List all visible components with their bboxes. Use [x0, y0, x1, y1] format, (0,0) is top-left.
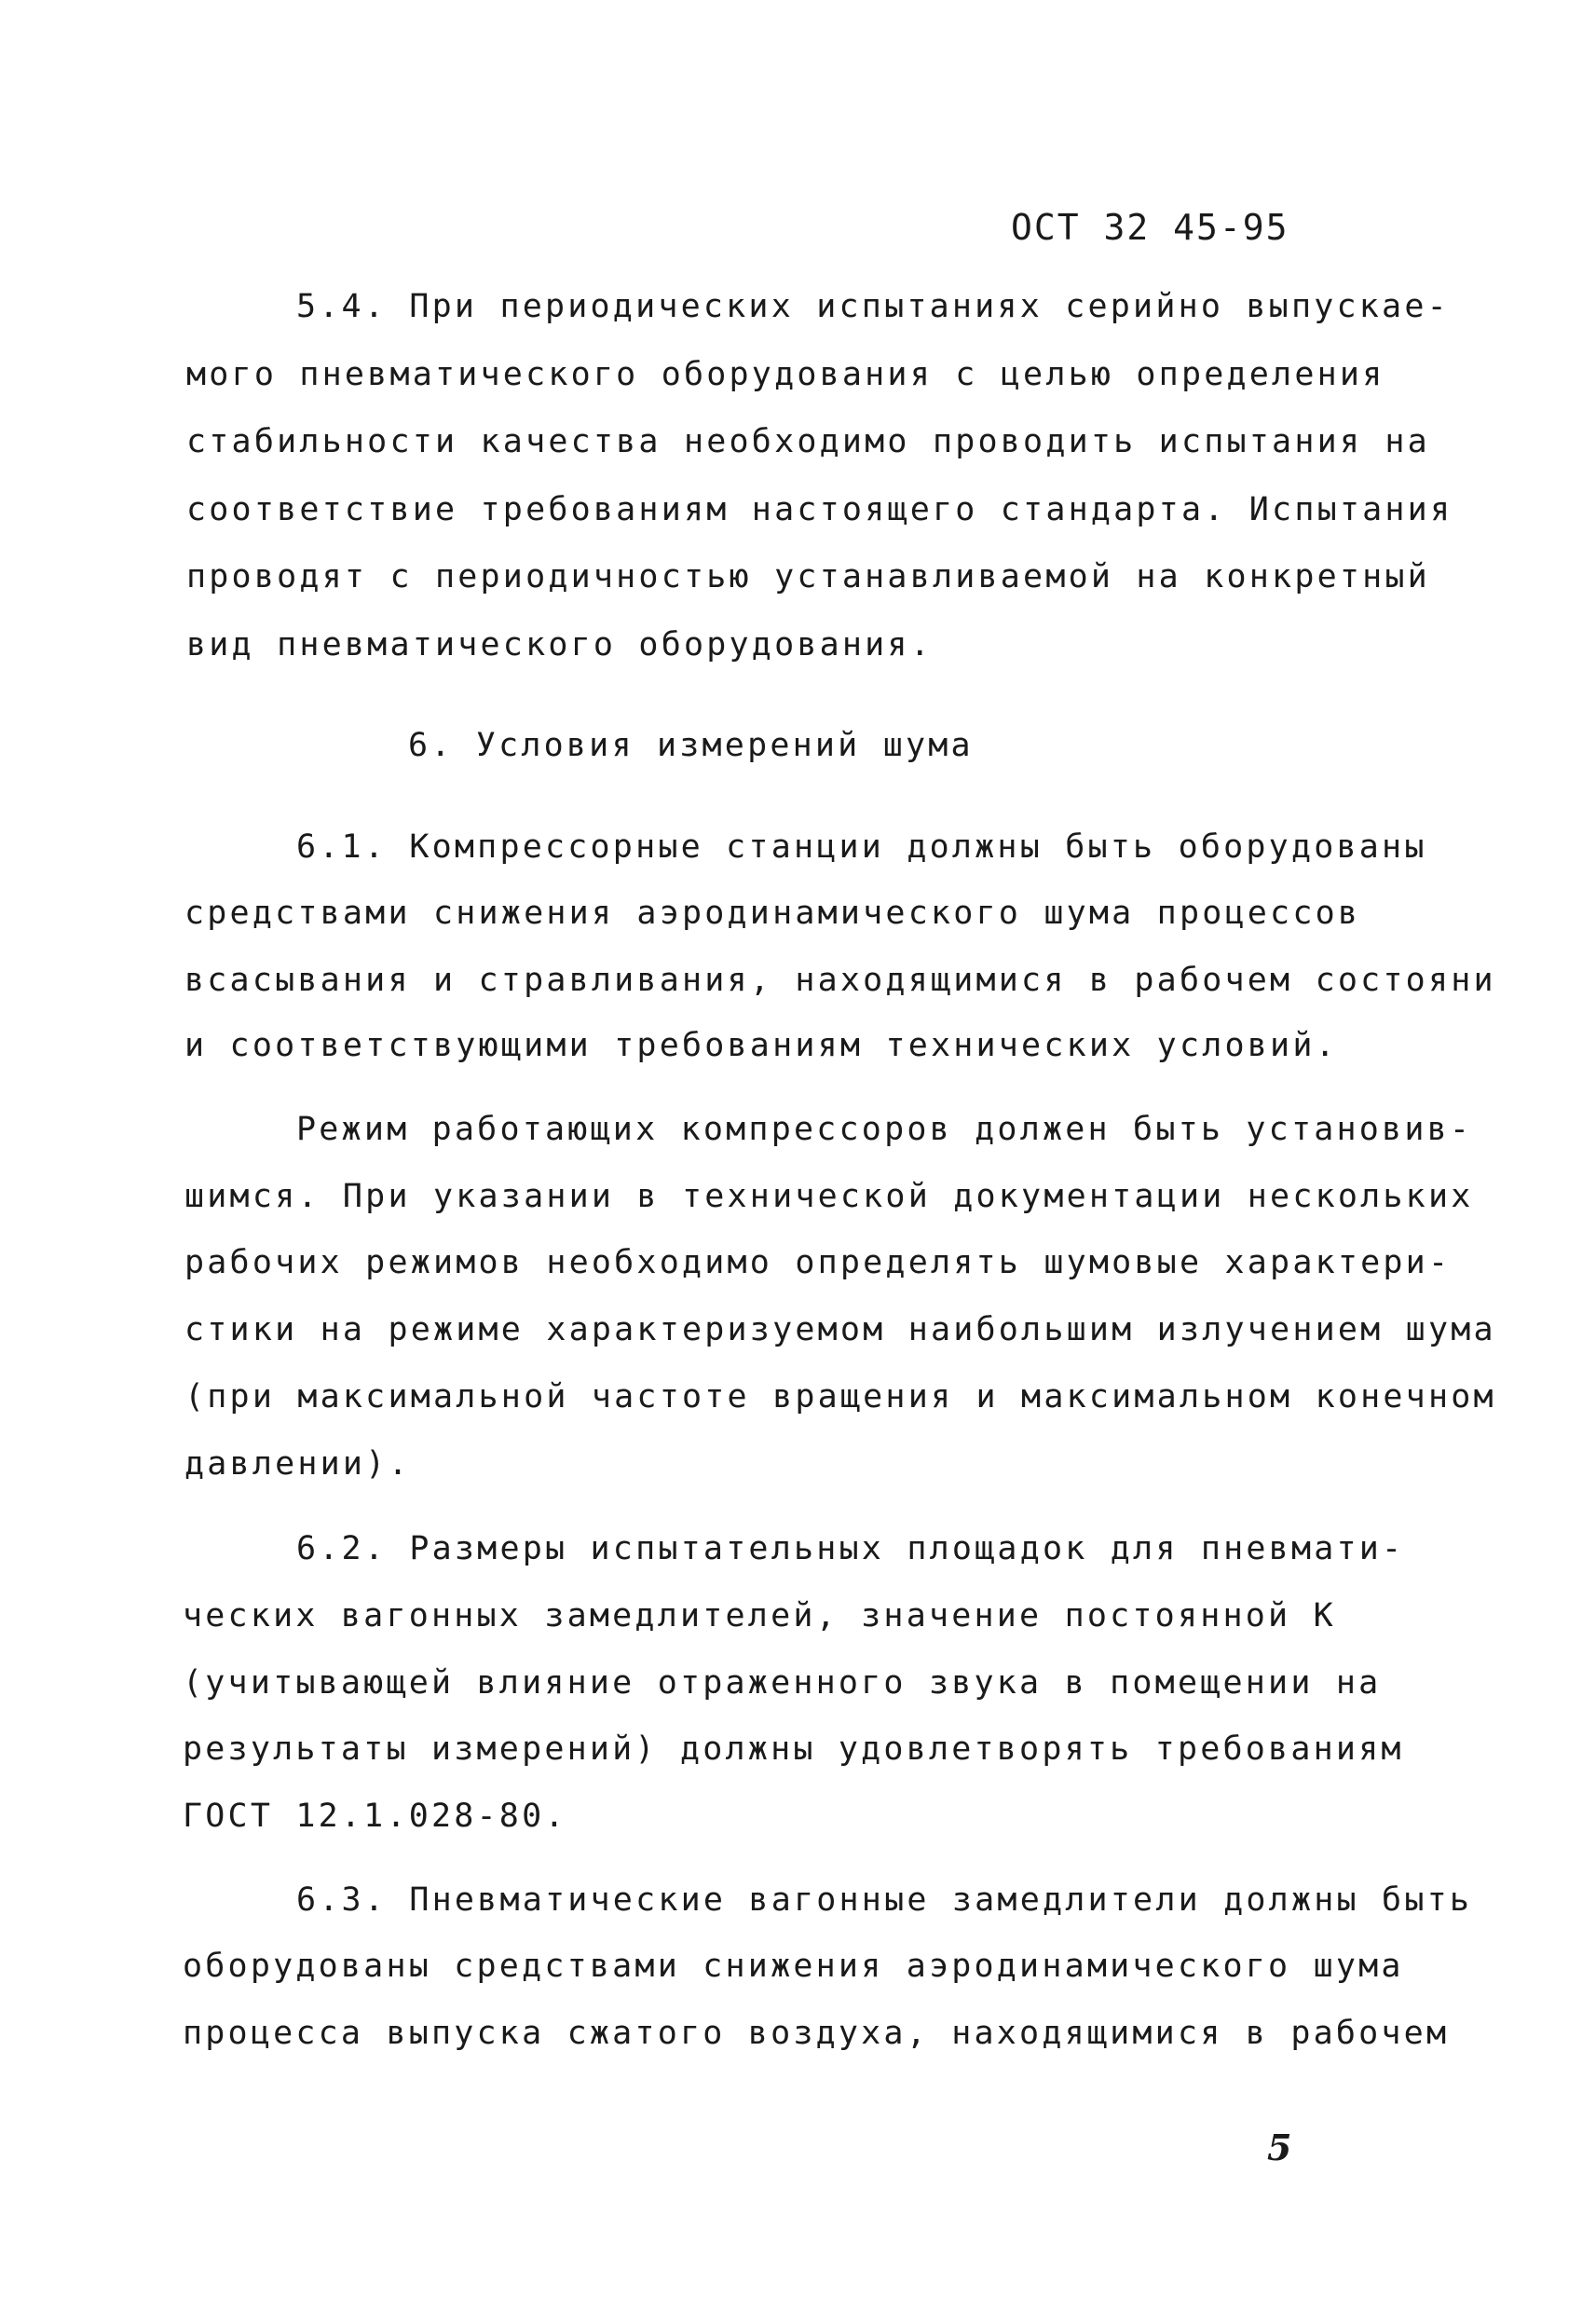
- paragraph-6-1-line: 6.1. Компрессорные станции должны быть оборудованы: [296, 828, 1427, 866]
- paragraph-6-1-line: и соответствующими требованиям технических условий.: [184, 1027, 1338, 1064]
- paragraph-6-1-continued-line: (при максимальной частоте вращения и максимальном конечном: [184, 1378, 1496, 1415]
- page-number: 5: [1267, 2126, 1292, 2168]
- paragraph-6-1-continued-line: шимся. При указании в технической документации нескольких: [184, 1178, 1474, 1215]
- paragraph-6-2-line: ческих вагонных замедлителей, значение постоянной К: [183, 1597, 1336, 1634]
- paragraph-6-2-line: ГОСТ 12.1.028-80.: [183, 1798, 567, 1835]
- paragraph-5-4-line: соответствие требованиям настоящего стандарта. Испытания: [186, 491, 1453, 528]
- paragraph-6-1-continued-line: давлении).: [184, 1445, 411, 1483]
- paragraph-6-1-line: всасывания и стравливания, находящимися в рабочем состояни: [184, 962, 1496, 999]
- paragraph-6-2-line: (учитывающей влияние отраженного звука в помещении на: [183, 1664, 1382, 1702]
- section-6-heading: 6. Условия измерений шума: [408, 727, 974, 764]
- paragraph-6-3-line: процесса выпуска сжатого воздуха, находящимися в рабочем: [183, 2015, 1450, 2052]
- paragraph-6-1-continued-line: стики на режиме характеризуемом наибольшим излучением шума: [184, 1311, 1496, 1348]
- paragraph-6-1-continued-line: Режим работающих компрессоров должен быть установив-: [296, 1111, 1473, 1148]
- document-code: ОСТ 32 45-95: [1011, 207, 1289, 248]
- paragraph-6-1-continued-line: рабочих режимов необходимо определять шумовые характери-: [184, 1244, 1452, 1281]
- paragraph-6-3-line: 6.3. Пневматические вагонные замедлители должны быть: [296, 1881, 1473, 1919]
- paragraph-6-2-line: 6.2. Размеры испытательных площадок для пневмати-: [296, 1530, 1405, 1567]
- paragraph-5-4-line: вид пневматического оборудования.: [186, 626, 933, 663]
- paragraph-5-4-line: мого пневматического оборудования с целью определения: [186, 356, 1385, 393]
- paragraph-5-4-line: проводят с периодичностью устанавливаемой на конкретный: [186, 558, 1430, 595]
- paragraph-6-1-line: средствами снижения аэродинамического шума процессов: [184, 895, 1361, 932]
- paragraph-6-3-line: оборудованы средствами снижения аэродинамического шума: [183, 1948, 1404, 1985]
- paragraph-6-2-line: результаты измерений) должны удовлетворять требованиям: [183, 1730, 1404, 1768]
- paragraph-5-4-line: стабильности качества необходимо проводить испытания на: [186, 423, 1430, 460]
- paragraph-5-4-line: 5.4. При периодических испытаниях серийно выпускае-: [296, 288, 1450, 325]
